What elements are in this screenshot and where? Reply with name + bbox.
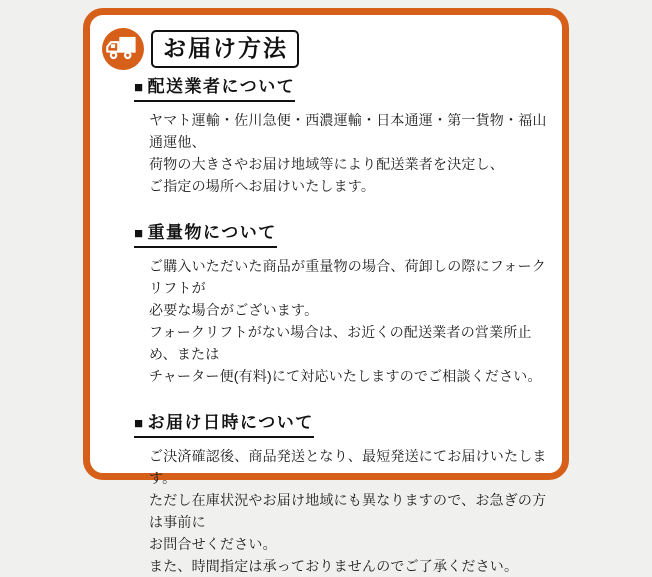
body-line: お問合せください。 bbox=[149, 536, 277, 552]
section-body bbox=[149, 109, 552, 197]
body-line: ご指定の場所へお届けいたします。 bbox=[149, 178, 376, 194]
body-line: また、時間指定は承っておりませんのでご了承ください。 bbox=[149, 558, 519, 574]
section-heading-carriers bbox=[134, 72, 295, 102]
body-line: 必要な場合がございます。 bbox=[149, 302, 319, 318]
square-bullet-icon: ■ bbox=[134, 79, 145, 96]
section-body bbox=[149, 445, 552, 577]
section-heavy-items bbox=[134, 218, 552, 387]
panel-header bbox=[102, 28, 552, 70]
body-line: ヤマト運輸・佐川急便・西濃運輸・日本通運・第一貨物・福山通運他、 bbox=[149, 112, 547, 150]
section-heading-text: 重量物について bbox=[147, 223, 277, 242]
square-bullet-icon: ■ bbox=[134, 225, 145, 242]
body-line: ご購入いただいた商品が重量物の場合、荷卸しの際にフォークリフトが bbox=[149, 258, 546, 296]
body-line: フォークリフトがない場合は、お近くの配送業者の営業所止め、または bbox=[149, 324, 532, 362]
section-heading-text: お届け日時について bbox=[147, 413, 314, 432]
panel-title: お届け方法 bbox=[151, 30, 299, 69]
square-bullet-icon: ■ bbox=[134, 415, 145, 432]
body-line: ご決済確認後、商品発送となり、最短発送にてお届けいたします。 bbox=[149, 448, 547, 486]
panel-content bbox=[134, 72, 552, 577]
body-line: 荷物の大きさやお届け地域等により配送業者を決定し、 bbox=[149, 156, 504, 172]
delivery-info-panel bbox=[83, 8, 569, 574]
section-shipping-carriers bbox=[134, 72, 552, 197]
body-line: ただし在庫状況やお届け地域にも異なりますので、お急ぎの方は事前に bbox=[149, 492, 547, 530]
section-body bbox=[149, 255, 552, 387]
section-delivery-datetime bbox=[134, 408, 552, 577]
section-heading-delivery-datetime bbox=[134, 408, 314, 438]
section-heading-text: 配送業者について bbox=[147, 77, 296, 96]
body-line: チャーター便(有料)にて対応いたしますのでご相談ください。 bbox=[149, 368, 542, 384]
truck-icon bbox=[102, 28, 144, 70]
section-heading-heavy-items bbox=[134, 218, 277, 248]
